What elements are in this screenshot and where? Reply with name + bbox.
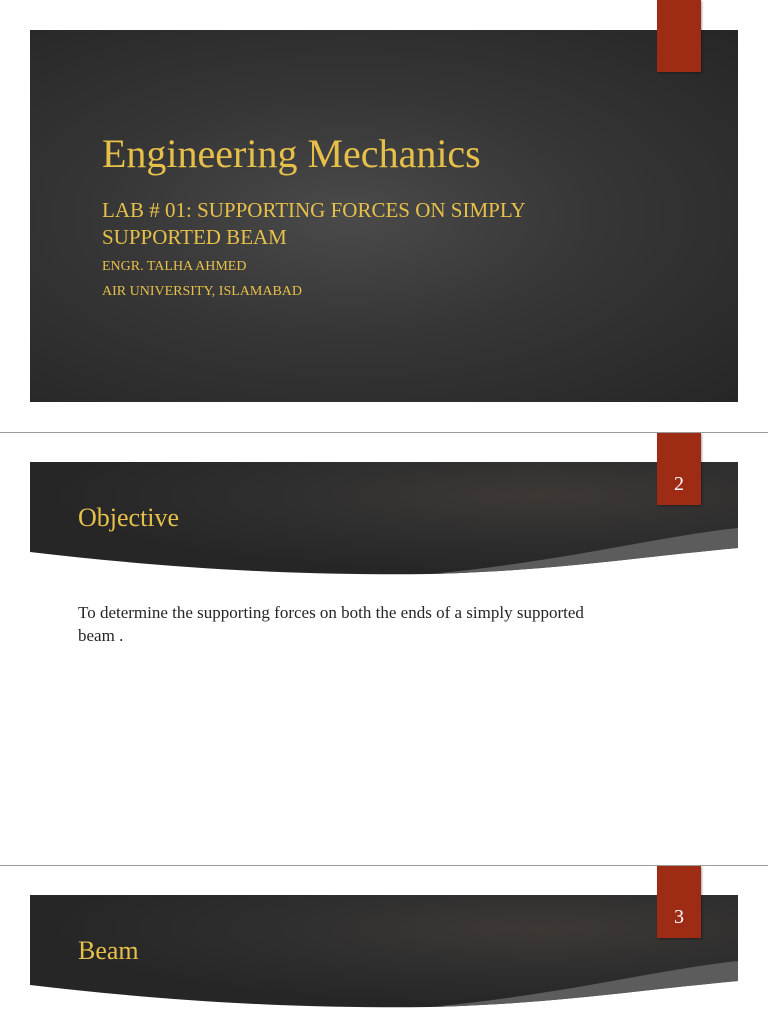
author-name: ENGR. TALHA AHMED bbox=[102, 259, 247, 274]
presentation-subtitle: LAB # 01: SUPPORTING FORCES ON SIMPLY SUPPORTED BEAM bbox=[102, 198, 525, 249]
slide-3 bbox=[0, 866, 768, 1024]
objective-text: To determine the supporting forces on both the ends of a simply supported beam . bbox=[78, 603, 584, 645]
accent-tab bbox=[657, 0, 701, 72]
slide-title: Beam bbox=[78, 936, 139, 965]
institution-name: AIR UNIVERSITY, ISLAMABAD bbox=[102, 284, 303, 299]
slide-2 bbox=[0, 433, 768, 865]
presentation-title: Engineering Mechanics bbox=[102, 131, 481, 176]
slide-number-tab bbox=[657, 866, 701, 938]
slide-title: Objective bbox=[78, 503, 180, 532]
slide-number: 3 bbox=[674, 906, 684, 928]
slide-number: 2 bbox=[674, 473, 684, 495]
slide-1 bbox=[0, 0, 768, 432]
slide-number-tab bbox=[657, 433, 701, 505]
